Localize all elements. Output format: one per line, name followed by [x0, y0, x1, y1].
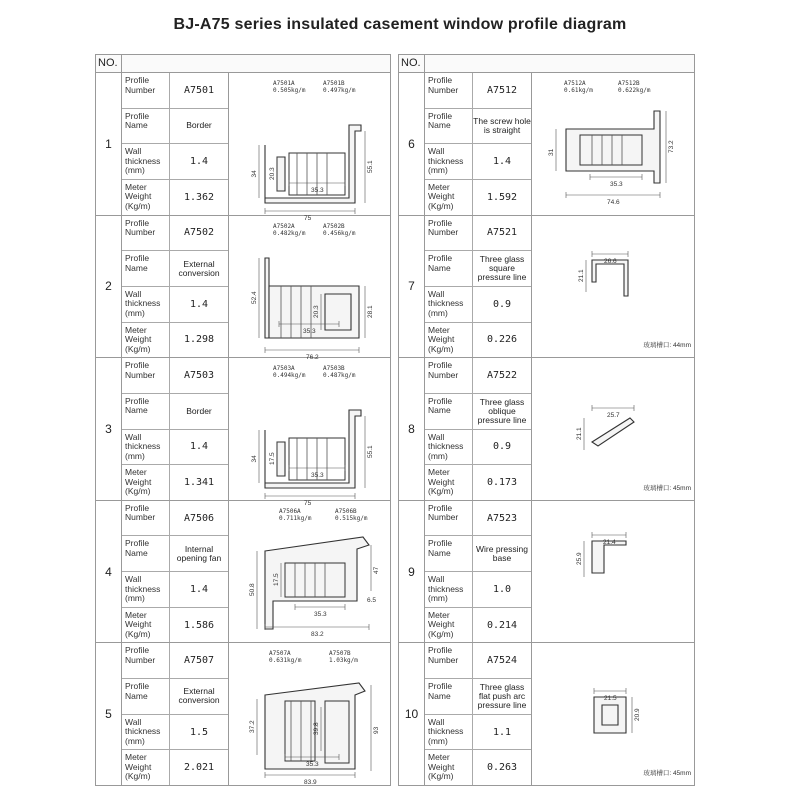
meter-weight-label: Meter Weight (Kg/m)	[425, 180, 473, 215]
meter-weight-label: Meter Weight (Kg/m)	[122, 608, 170, 643]
meter-weight-label: Meter Weight (Kg/m)	[425, 323, 473, 358]
row-number: 2	[96, 216, 122, 358]
profile-number-label: Profile Number	[425, 73, 473, 108]
dimension-label: 35.3	[311, 187, 324, 194]
meter-weight-value: 0.173	[486, 476, 518, 488]
wall-thickness-label: Wall thickness (mm)	[122, 144, 170, 179]
profile-row	[398, 73, 695, 216]
meter-weight-row	[122, 465, 228, 500]
part-code: A7507B	[329, 650, 351, 658]
profile-drawing	[532, 358, 694, 500]
profile-cross-section	[532, 73, 696, 214]
dimension-label: 6.5	[367, 596, 377, 604]
profile-row	[95, 501, 391, 644]
wall-thickness-label: Wall thickness (mm)	[122, 572, 170, 607]
part-code: A7502A	[273, 222, 295, 230]
row-number: 5	[96, 643, 122, 785]
meter-weight-value: 2.021	[183, 762, 215, 774]
glass-slot-note: 玻璃槽口: 45mm	[643, 769, 691, 777]
profile-row	[95, 73, 391, 222]
profile-name-label: Profile Name	[122, 536, 170, 571]
profile-number-label: Profile Number	[122, 73, 170, 108]
dimension-label: 21.4	[603, 538, 616, 546]
wall-thickness-row	[122, 287, 228, 323]
dimension-label: 55.1	[367, 160, 374, 173]
part-weight: 0.515kg/m	[335, 514, 368, 522]
wall-thickness-value: 1.4	[189, 156, 209, 168]
profile-number-row	[122, 216, 228, 252]
dimension-label: 20.3	[269, 167, 276, 180]
wall-thickness-value: 1.0	[492, 583, 512, 595]
profile-cross-section	[532, 216, 696, 357]
header-no: NO.	[96, 55, 122, 72]
profile-number-label: Profile Number	[122, 643, 170, 678]
profile-number-value: A7507	[183, 655, 215, 667]
profile-cross-section	[532, 501, 696, 642]
meter-weight-label: Meter Weight (Kg/m)	[122, 465, 170, 500]
part-weight: 0.497kg/m	[323, 87, 356, 94]
wall-thickness-row	[425, 144, 531, 180]
profile-drawing	[532, 643, 694, 785]
profile-number-value: A7503	[183, 370, 215, 382]
profile-row	[398, 358, 695, 501]
profile-row	[398, 501, 695, 644]
profile-number-label: Profile Number	[425, 501, 473, 536]
part-weight: 1.03kg/m	[329, 657, 358, 665]
meter-weight-row	[425, 608, 531, 643]
profile-name-value: The screw hole is straight	[473, 115, 531, 135]
profile-name-value: Border	[186, 120, 212, 131]
row-number: 3	[96, 358, 122, 500]
table-header	[398, 54, 695, 73]
wall-thickness-row	[425, 287, 531, 323]
profile-number-row	[122, 643, 228, 679]
dimension-label: 35.3	[610, 181, 623, 188]
wall-thickness-row	[425, 715, 531, 751]
wall-thickness-value: 1.1	[492, 726, 512, 738]
row-number: 1	[96, 73, 122, 215]
properties	[425, 358, 532, 500]
profile-number-row	[122, 73, 228, 109]
right-table	[398, 54, 695, 786]
profile-outline	[265, 258, 269, 338]
dimension-label: 28.1	[367, 304, 374, 318]
part-code: A7507A	[269, 650, 291, 658]
wall-thickness-row	[425, 572, 531, 608]
wall-thickness-label: Wall thickness (mm)	[122, 287, 170, 322]
part-code: A7506B	[335, 507, 357, 515]
dimension-label: 21.5	[604, 695, 617, 703]
profile-number-row	[122, 501, 228, 537]
dimension-label: 73.2	[668, 140, 675, 153]
properties	[122, 501, 229, 643]
wall-thickness-row	[122, 430, 228, 466]
part-weight: 0.622kg/m	[618, 87, 651, 94]
meter-weight-label: Meter Weight (Kg/m)	[425, 465, 473, 500]
part-weight: 0.711kg/m	[279, 514, 312, 522]
meter-weight-row	[122, 608, 228, 643]
profile-name-row	[425, 679, 531, 715]
meter-weight-label: Meter Weight (Kg/m)	[425, 608, 473, 643]
profile-number-value: A7522	[486, 370, 518, 382]
wall-thickness-value: 0.9	[492, 298, 512, 310]
meter-weight-row	[122, 180, 228, 215]
row-number: 6	[399, 73, 425, 215]
dimension-label: 75	[304, 500, 312, 508]
profile-number-row	[425, 73, 531, 109]
profile-cross-section	[229, 216, 392, 361]
part-code: A7503A	[273, 365, 295, 373]
row-number: 10	[399, 643, 425, 785]
row-number: 8	[399, 358, 425, 500]
profile-name-value: Border	[186, 405, 212, 416]
profile-number-value: A7521	[486, 227, 518, 239]
profile-name-label: Profile Name	[122, 394, 170, 429]
meter-weight-value: 0.214	[486, 619, 518, 631]
part-weight: 0.456kg/m	[323, 229, 356, 237]
meter-weight-value: 1.592	[486, 191, 518, 203]
profile-number-value: A7501	[183, 84, 215, 96]
wall-thickness-value: 1.4	[492, 156, 512, 168]
wall-thickness-value: 1.4	[189, 583, 209, 595]
wall-thickness-row	[425, 430, 531, 466]
part-code: A7503B	[323, 365, 345, 373]
profile-number-value: A7512	[486, 84, 518, 96]
profile-row	[95, 358, 391, 508]
meter-weight-label: Meter Weight (Kg/m)	[122, 750, 170, 785]
dimension-label: 37.2	[249, 720, 256, 734]
dimension-label: 50.8	[249, 583, 256, 596]
meter-weight-value: 1.586	[183, 619, 215, 631]
profile-cross-section	[532, 358, 696, 499]
profile-name-value: Three glass square pressure line	[477, 254, 527, 283]
properties	[122, 643, 229, 785]
profile-number-row	[425, 643, 531, 679]
profile-outline	[592, 257, 628, 296]
page-title: BJ-A75 series insulated casement window profile diagram	[173, 16, 627, 33]
meter-weight-row	[425, 180, 531, 215]
part-weight: 0.482kg/m	[273, 229, 306, 237]
dimension-label: 26.6	[604, 257, 617, 265]
dimension-label: 35.3	[311, 472, 324, 480]
properties	[425, 73, 532, 215]
dimension-label: 35.3	[303, 327, 316, 335]
profile-name-label: Profile Name	[122, 251, 170, 286]
dimension-label: 17.5	[273, 573, 280, 586]
profile-name-label: Profile Name	[122, 109, 170, 144]
wall-thickness-value: 1.4	[189, 298, 209, 310]
dimension-label: 20.9	[634, 708, 641, 722]
profile-name-label: Profile Name	[425, 251, 473, 286]
part-weight: 0.631kg/m	[269, 657, 302, 665]
profile-name-value: Wire pressing base	[476, 543, 528, 563]
profile-cross-section	[532, 643, 696, 784]
table-header	[95, 54, 391, 73]
dimension-label: 31	[548, 148, 555, 156]
profile-drawing	[532, 216, 694, 358]
profile-number-label: Profile Number	[425, 216, 473, 251]
profile-number-value: A7502	[183, 227, 215, 239]
profile-drawing	[229, 643, 390, 785]
profile-name-label: Profile Name	[425, 536, 473, 571]
meter-weight-row	[425, 465, 531, 500]
profile-drawing	[532, 73, 694, 215]
properties	[122, 358, 229, 500]
part-code: A7502B	[323, 222, 345, 230]
part-code: A7512B	[618, 80, 640, 87]
properties	[425, 501, 532, 643]
dimension-label: 35.3	[306, 761, 319, 769]
dimension-label: 83.2	[311, 630, 324, 638]
profile-number-label: Profile Number	[122, 216, 170, 251]
meter-weight-value: 1.298	[183, 334, 215, 346]
wall-thickness-label: Wall thickness (mm)	[425, 430, 473, 465]
profile-name-row	[425, 536, 531, 572]
profile-number-label: Profile Number	[425, 643, 473, 678]
meter-weight-row	[122, 323, 228, 358]
profile-row	[95, 216, 391, 359]
dimension-label: 55.1	[367, 445, 374, 459]
profile-row	[398, 216, 695, 359]
meter-weight-label: Meter Weight (Kg/m)	[122, 180, 170, 215]
wall-thickness-value: 0.9	[492, 441, 512, 453]
profile-outline	[592, 418, 634, 446]
wall-thickness-value: 1.5	[189, 726, 209, 738]
part-code: A7512A	[564, 80, 586, 87]
meter-weight-row	[425, 323, 531, 358]
profile-name-label: Profile Name	[122, 679, 170, 714]
wall-thickness-label: Wall thickness (mm)	[122, 715, 170, 750]
profile-name-label: Profile Name	[425, 679, 473, 714]
profile-number-label: Profile Number	[122, 358, 170, 393]
dimension-label: 75	[304, 215, 312, 222]
dimension-label: 47	[373, 566, 380, 574]
properties	[122, 216, 229, 358]
profile-row	[95, 643, 391, 786]
dimension-label: 74.6	[607, 199, 620, 206]
wall-thickness-row	[122, 572, 228, 608]
wall-thickness-row	[122, 715, 228, 751]
profile-drawing	[229, 501, 390, 643]
profile-name-value: Three glass flat push arc pressure line	[477, 681, 527, 710]
profile-number-value: A7524	[486, 655, 518, 667]
profile-name-row	[122, 109, 228, 145]
profile-name-value: Three glass oblique pressure line	[477, 396, 527, 425]
profile-number-value: A7506	[183, 512, 215, 524]
profile-name-row	[122, 536, 228, 572]
profile-number-value: A7523	[486, 512, 518, 524]
profile-number-label: Profile Number	[122, 501, 170, 536]
dimension-label: 76.2	[306, 353, 319, 361]
dimension-label: 25.7	[607, 412, 620, 420]
wall-thickness-row	[122, 144, 228, 180]
profile-cross-section	[229, 643, 392, 787]
left-table	[95, 54, 391, 786]
profile-number-row	[122, 358, 228, 394]
dimension-label: 21.1	[578, 268, 585, 282]
row-number: 9	[399, 501, 425, 643]
dimension-label: 93	[373, 727, 380, 735]
wall-thickness-label: Wall thickness (mm)	[425, 572, 473, 607]
profile-name-value: Internal opening fan	[176, 543, 222, 563]
profile-name-row	[425, 394, 531, 430]
profile-drawing	[229, 358, 390, 508]
part-weight: 0.61kg/m	[564, 87, 593, 94]
part-code: A7501A	[273, 80, 295, 87]
profile-name-value: External conversion	[178, 686, 220, 706]
profile-name-row	[425, 251, 531, 287]
profile-name-row	[122, 679, 228, 715]
meter-weight-row	[425, 750, 531, 785]
dimension-label: 34	[251, 455, 258, 463]
meter-weight-label: Meter Weight (Kg/m)	[122, 323, 170, 358]
glass-slot-note: 玻璃槽口: 45mm	[643, 484, 691, 492]
profile-row	[398, 643, 695, 786]
row-number: 7	[399, 216, 425, 358]
part-code: A7501B	[323, 80, 345, 87]
meter-weight-label: Meter Weight (Kg/m)	[425, 750, 473, 785]
meter-weight-value: 1.362	[183, 191, 215, 203]
part-weight: 0.494kg/m	[273, 372, 306, 380]
glass-slot-note: 玻璃槽口: 44mm	[643, 342, 691, 350]
wall-thickness-label: Wall thickness (mm)	[425, 287, 473, 322]
profile-name-value: External conversion	[178, 258, 220, 278]
profile-number-row	[425, 501, 531, 537]
part-weight: 0.505kg/m	[273, 87, 306, 94]
profile-number-label: Profile Number	[425, 358, 473, 393]
profile-drawing	[532, 501, 694, 643]
wall-thickness-value: 1.4	[189, 441, 209, 453]
profile-outline	[594, 697, 626, 733]
profile-cross-section	[229, 73, 392, 222]
dimension-label: 20.3	[313, 304, 320, 318]
profile-number-row	[425, 216, 531, 252]
row-number: 4	[96, 501, 122, 643]
header-no: NO.	[399, 55, 425, 72]
profile-name-row	[122, 251, 228, 287]
dimension-label: 83.9	[304, 779, 317, 787]
dimension-label: 17.5	[269, 452, 276, 466]
profile-name-label: Profile Name	[425, 394, 473, 429]
profile-name-label: Profile Name	[425, 109, 473, 144]
part-code: A7506A	[279, 507, 301, 515]
properties	[122, 73, 229, 215]
profile-cross-section	[229, 501, 392, 642]
profile-name-row	[425, 109, 531, 145]
wall-thickness-label: Wall thickness (mm)	[425, 144, 473, 179]
dimension-label: 39.8	[313, 722, 320, 736]
dimension-label: 35.3	[314, 610, 327, 618]
properties	[425, 216, 532, 358]
profile-number-row	[425, 358, 531, 394]
meter-weight-row	[122, 750, 228, 785]
dimension-label: 21.1	[576, 427, 583, 441]
dimension-label: 25.9	[576, 552, 583, 565]
wall-thickness-label: Wall thickness (mm)	[425, 715, 473, 750]
dimension-label: 34	[251, 170, 258, 178]
meter-weight-value: 0.263	[486, 762, 518, 774]
part-weight: 0.487kg/m	[323, 372, 356, 380]
wall-thickness-label: Wall thickness (mm)	[122, 430, 170, 465]
profile-drawing	[229, 216, 390, 361]
profile-name-row	[122, 394, 228, 430]
profile-drawing	[229, 73, 390, 222]
dimension-label: 52.4	[251, 290, 258, 304]
profile-cross-section	[229, 358, 392, 508]
meter-weight-value: 0.226	[486, 334, 518, 346]
meter-weight-value: 1.341	[183, 476, 215, 488]
properties	[425, 643, 532, 785]
